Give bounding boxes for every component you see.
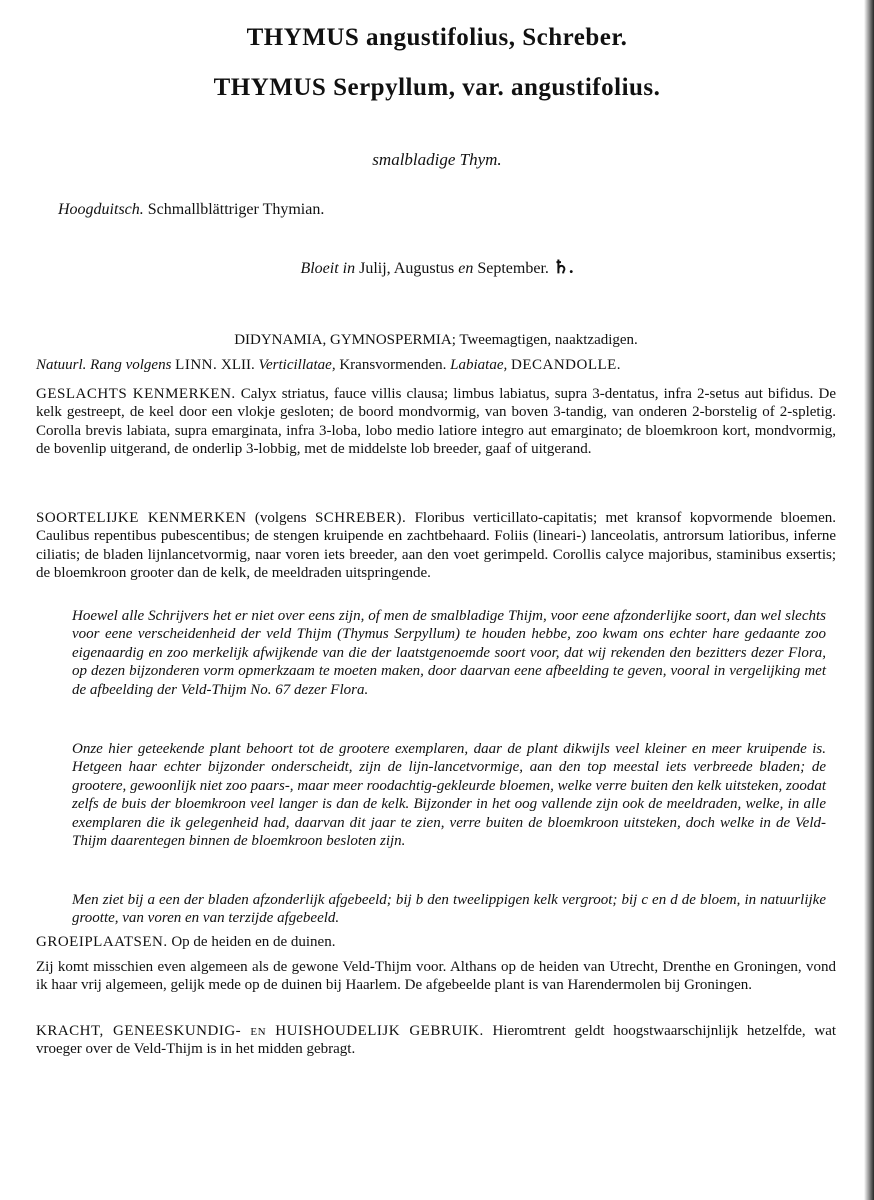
kransvormenden: Kransvormenden. [339,357,447,373]
species-characters-text: Floribus verticillato-capitatis; met kransof kopvormende bloemen. Caulibus repentibus pubescentibus; de stengen kruipende en zachtbehaard. Foliis (lineari-) lanceolatis, antrorsum latioribus, inferne ciliatis; de bladen lijnlancetvormig, naar voren iets breeder, aan den voet gerimpeld. Corollis calyce majoribus, staminibus exsertis; de bloemkroon grooter dan de kelk, de meeldraden uitspringende. [36,510,837,582]
vernacular-name: smalbladige Thym. [372,150,502,169]
note-paragraph-2: Onze hier geteekende plant behoort tot de grootere exemplaren, daar de plant dikwijls veel kleiner en meer kruipende is. Hetgeen haar echter bijzonder onderscheidt, zijn de lijn-lancetvormige, aan den top meestal iets verbreede bladen; de grootere, gewoonlijk niet zoo paars-, maar meer roodachtig-gekleurde bloemen, welke verre buiten den kelk uitsteken, zoodat zelfs de buis der bloemkroon veel langer is dan de kelk. Bijzonder in het oog vallende zijn ook de meeldraden, welke, in alle exemplaren die ik gelegenheid had, daarvan dit jaar te zien, verre buiten de bloemkroon uitsteken, doch welke in de Veld-Thijm daarentegen binnen de bloemkroon besloten zijn. [72,741,826,850]
german-name-line [58,201,324,219]
linn-abbrev: LINN. [175,357,218,373]
genus-characters-label: GESLACHTS KENMERKEN. [36,386,236,402]
natural-rank-class: XLII. [221,357,255,373]
uses-text: Hieromtrent geldt hoogstwaarschijnlijk hetzelfde, wat vroeger over de Veld-Thijm is in het midden gebragt. [36,1023,837,1058]
flowering-label: Bloeit in [300,260,356,277]
uses-paragraph [36,1022,836,1059]
classification-line: DIDYNAMIA, GYMNOSPERMIA; Tweemagtigen, naaktzadigen. [234,332,638,348]
species-characters-label: SOORTELIJKE KENMERKEN [36,510,247,526]
title-line-2: THYMUS Serpyllum, var. angustifolius. [213,74,661,101]
genus-characters [36,385,836,459]
flowering-en: en [458,260,474,277]
note-paragraph-3: Men ziet bij a een der bladen afzonderlijk afgebeeld; bij b den tweelippigen kelk vergroot; bij c en d de bloem, in natuurlijke grootte, van voren en van terzijde afgebeeld. [72,892,826,927]
note-paragraph-1: Hoewel alle Schrijvers het er niet over eens zijn, of men de smalbladige Thijm, voor eene afzonderlijke soort, dan wel slechts voor eene verscheidenheid der veld Thijm (Thymus Serpyllum) te houden hebbe, zoo kwam ons echter hare gedaante zoo eigenaardig en zoo merkelijk afwijkende van die der laatstgenoemde soort voor, dat wij rekenden den bezitters dezer Flora, op dezen bijzonderen vorm opmerkzaam te moeten maken, door daarvan eene afbeelding te geven, vooral in vergelijking met de afbeelding der Veld-Thijm No. 67 dezer Flora. [72,608,826,698]
perennial-symbol: ♄. [552,257,574,277]
genus-characters-text: Calyx striatus, fauce villis clausa; limbus labiatus, supra 3-dentatus, infra 2-setus aut bifidus. De kelk gestreept, de keel door een vlokje gesloten; de boord mondvormig, van boven 3-tandig, van onderen 2-borstelig of 2-spletig. Corolla brevis labiata, supra emarginata, infra 3-loba, lobo medio latiore integro aut emarginato; de bloemkroon kort, mondvormig, de bovenlip uitgerand, de onderlip 3-lobbig, met de middelste lob breeder, gaaf of uitgerand. [36,386,837,458]
flowering-months-2: September. [477,260,549,277]
species-characters-schreber: SCHREBER). [314,510,407,526]
german-label: Hoogduitsch. [58,201,144,218]
habitat-text: Op de heiden en de duinen. [171,934,336,950]
natural-rank-label: Natuurl. Rang volgens [36,357,172,373]
habitat-label: GROEIPLAATSEN. [36,934,168,950]
distribution-paragraph: Zij komt misschien even algemeen als de gewone Veld-Thijm voor. Althans op de heiden van Utrecht, Drenthe en Groningen, vond ik haar vrij algemeen, gelijk mede op de duinen bij Haarlem. De afgebeelde plant is van Harendermolen bij Groningen. [36,959,836,994]
natural-rank-line [36,356,836,374]
flowering-months-1: Julij, Augustus [359,260,455,277]
flowering-line [0,257,874,278]
decandolle: DECANDOLLE. [510,357,622,373]
species-characters-volgens: (volgens [254,510,307,526]
uses-label: KRACHT, GENEESKUNDIG- en HUISHOUDELIJK GEBRUIK. [36,1023,484,1039]
verticillatae: Verticillatae, [258,357,336,373]
german-name: Schmallblättriger Thymian. [147,201,325,218]
title-line-1: THYMUS angustifolius, Schreber. [246,24,628,51]
species-characters [36,509,836,583]
habitat-line [36,933,836,951]
labiatae: Labiatae, [450,357,508,373]
